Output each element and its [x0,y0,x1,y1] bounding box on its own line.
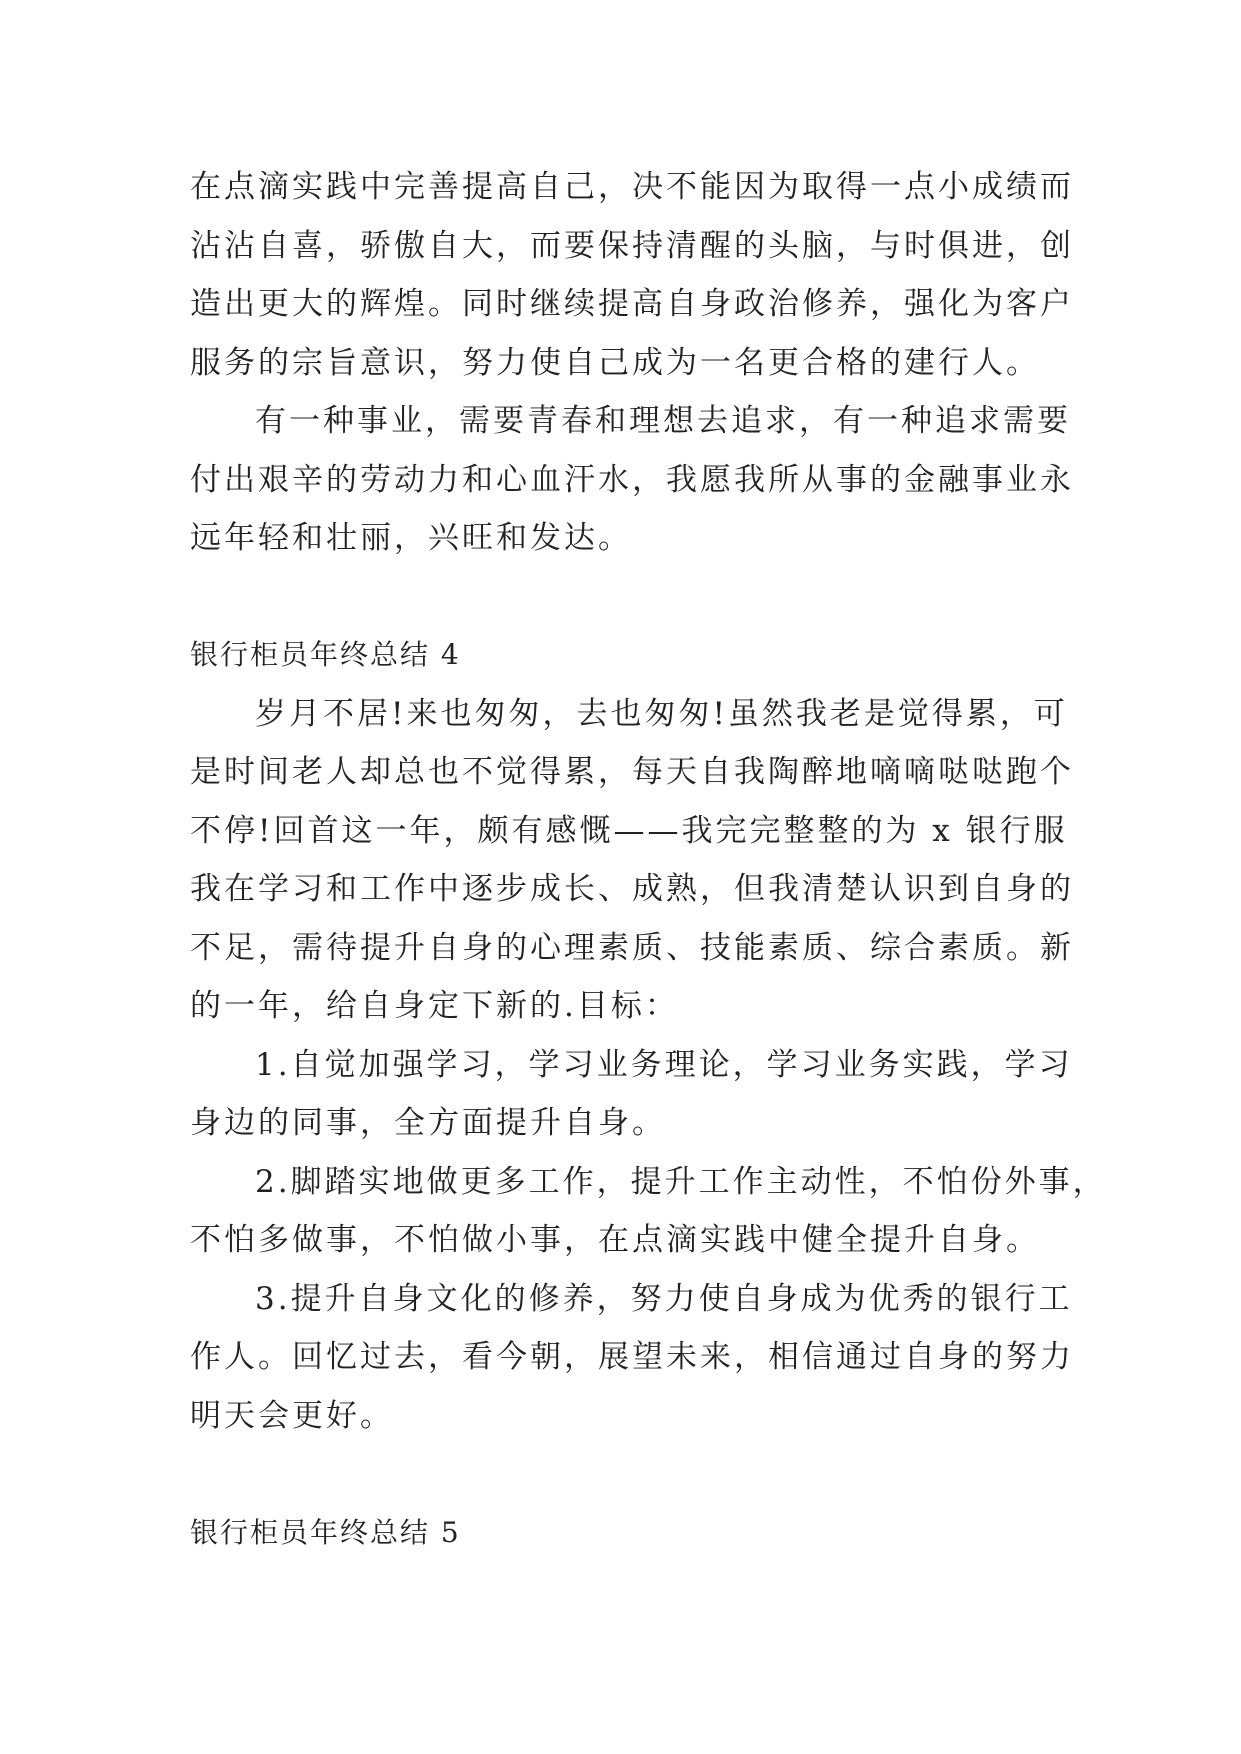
spacer [190,1445,1055,1504]
list-item-line: 身边的同事，全方面提升自身。 [190,1105,666,1141]
paragraph-line: 在点滴实践中完善提高自己，决不能因为取得一点小成绩而 [190,169,1074,205]
paragraph-line: 有一种事业，需要青春和理想去追求，有一种追求需要 [255,403,1071,439]
paragraph-line: 付出艰辛的劳动力和心血汗水，我愿我所从事的金融事业永 [190,461,1074,498]
list-item-line: 不怕多做事，不怕做小事，在点滴实践中健全提升自身。 [190,1222,1040,1258]
paragraph-line: 的一年，给自身定下新的.目标： [190,988,679,1024]
paragraph-line: 不停!回首这一年，颇有感慨——我完完整整的为 x 银行服 [190,812,1068,849]
list-item-line: 1.自觉加强学习，学习业务理论，学习业务实践，学习 [255,1046,1073,1083]
paragraph-line: 岁月不居!来也匆匆，去也匆匆!虽然我老是觉得累，可 [255,695,1068,732]
list-item-line: 明天会更好。 [190,1397,394,1434]
paragraph-line: 我在学习和工作中逐步成长、成熟，但我清楚认识到自身的 [190,871,1074,907]
paragraph-line: 是时间老人却总也不觉得累，每天自我陶醉地嘀嘀哒哒跑个 [190,754,1074,790]
list-item-line: 3.提升自身文化的修养，努力使自身成为优秀的银行工 [255,1280,1073,1317]
section-heading: 银行柜员年终总结 5 [190,1515,461,1549]
spacer [190,568,1055,627]
paragraph-line: 不足，需待提升自身的心理素质、技能素质、综合素质。新 [190,929,1074,966]
paragraph-line: 造出更大的辉煌。同时继续提高自身政治修养，强化为客户 [190,286,1074,322]
list-item-line: 作人。回忆过去，看今朝，展望未来，相信通过自身的努力 [190,1339,1074,1375]
document-body [190,158,1107,1562]
section-heading: 银行柜员年终总结 4 [190,638,461,671]
list-item-line: 2.脚踏实地做更多工作，提升工作主动性，不怕份外事， [255,1163,1107,1200]
paragraph-line: 远年轻和壮丽，兴旺和发达。 [190,520,632,556]
paragraph-line: 服务的宗旨意识，努力使自己成为一名更合格的建行人。 [190,344,1040,381]
paragraph-line: 沾沾自喜，骄傲自大，而要保持清醒的头脑，与时俱进，创 [190,227,1074,264]
